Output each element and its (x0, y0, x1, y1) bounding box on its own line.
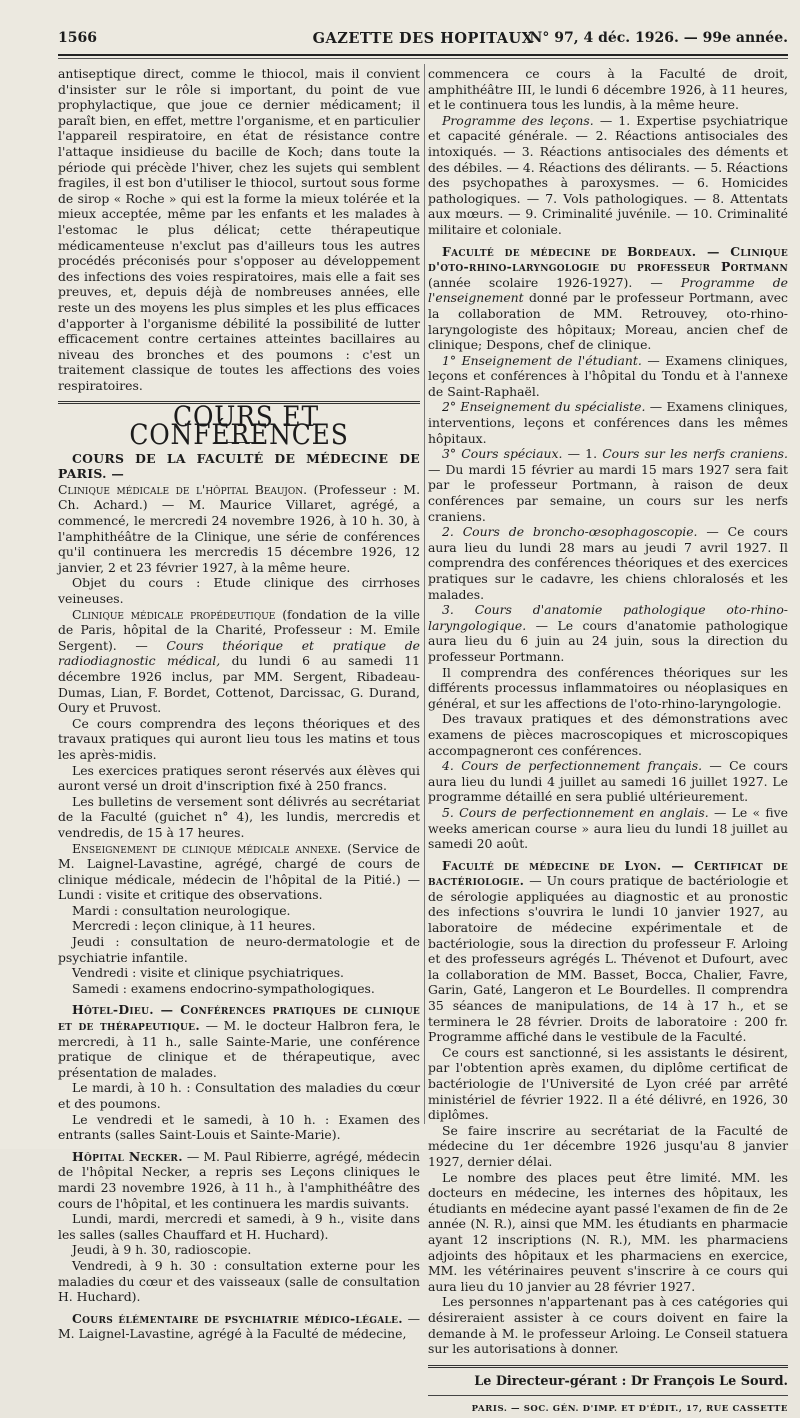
director-line: Le Directeur-gérant : Dr François Le Sourd. (474, 1373, 788, 1389)
necker-line: Lundi, mardi, mercredi et samedi, à 9 h., visite dans les salles (salles Chauffard et H. Huchard). (58, 1211, 420, 1242)
prop-paragraph-3: Les exercices pratiques seront réservés aux élèves qui auront versé un droit d'inscription fixé à 250 francs. (58, 762, 420, 794)
bordeaux-item-5: 3. Cours d'anatomie pathologique oto-rhino-laryngologique. — Le cours d'anatomie pathologique aura lieu du 6 juin au 24 juin, sous la direction du professeur Portmann. (428, 602, 788, 664)
bordeaux-item-1: 1° Enseignement de l'étudiant. — Examens cliniques, leçons et conférences à l'hôpital du Tondu et à l'annexe de Saint-Raphaël. (428, 352, 788, 399)
lyon-paragraph-4: Le nombre des places peut être limité. MM. les docteurs en médecine, les internes des hôpitaux, les étudiants en médecine ayant passé l'examen de fin de 2e année (N. R.), ainsi que MM. les étudiants en pharmacie ayant 12 inscriptions (N. R.), MM. les pharmaciens adjoints des hôpitaux et les pharmaciens en exercice, MM. les vétérinaires peuvent s'inscrire à ce cours qui aura lieu du 10 janvier au 28 février 1927. (428, 1169, 788, 1294)
bordeaux-item-4: 2. Cours de broncho-œsophagoscopie. — Ce cours aura lieu du lundi 28 mars au jeudi 7 avril 1927. Il comprendra des conférences théoriques et des exercices pratiques sur le cadavre, les chiens chloralosés et les malades. (428, 524, 788, 602)
bordeaux-paragraph: Faculté de médecine de Bordeaux. — Clinique d'oto-rhino-laryngologie du professeur Portmann (année scolaire 1926-1927). — Programme de l'enseignement donné par le professeur Portmann, avec la collaboration de MM. Retrouvey, oto-rhino-laryngologiste des hôpitaux; Moreau, ancien chef de clinique; Despons, chef de clinique. (428, 243, 788, 353)
issue-info: N° 97, 4 déc. 1926. — 99e année. (529, 30, 788, 46)
lyon-paragraph-5: Les personnes n'appartenant pas à ces catégories qui désireraient assister à ce cours doivent en faire la demande à M. le professeur Arloing. Le Conseil statuera sur les autorisations à donner. (428, 1294, 788, 1357)
hoteldieu-paragraph: Hôtel-Dieu. — Conférences pratiques de clinique et de thérapeutique. — M. le docteur Halbron fera, le mercredi, à 11 h., salle Sainte-Marie, une conférence pratique de clinique et de thérapeutique, avec présentation de malades. (58, 1002, 420, 1080)
annexe-paragraph: Enseignement de clinique médicale annexe. (Service de M. Laignel-Lavastine, agrégé, chargé de cours de clinique médicale, médecin de l'hôpital de la Pitié.) — Lundi : visite et critique des observations. (58, 840, 420, 903)
annexe-line: Jeudi : consultation de neuro-dermatologie et de psychiatrie infantile. (58, 934, 420, 965)
prop-paragraph-2: Ce cours comprendra des leçons théoriques et des travaux pratiques qui auront lieu tous les matins et tous les après-midis. (58, 715, 420, 762)
left-column (58, 66, 420, 1342)
page-header (58, 30, 788, 50)
annexe-line: Mardi : consultation neurologique. (72, 902, 291, 918)
bordeaux-item-5-p3: Des travaux pratiques et des démonstrations avec examens de pièces macroscopiques et microscopiques accompagneront ces conférences. (428, 711, 788, 758)
annexe-line: Samedi : examens endocrino-sympathologiques. (72, 980, 375, 996)
bordeaux-item-2: 2° Enseignement du spécialiste. — Examens cliniques, interventions, leçons et conférences dans les mêmes hôpitaux. (428, 399, 788, 446)
right-column (428, 66, 788, 1418)
page-number: 1566 (58, 30, 97, 46)
bordeaux-item-3: 3° Cours spéciaux. — 1. Cours sur les nerfs craniens. — Du mardi 15 février au mardi 15 mars 1927 sera fait par le professeur Portmann, à raison de deux conférences par semaine, un cours sur les nerfs craniens. (428, 446, 788, 524)
paris-heading: COURS DE LA FACULTÉ DE MÉDECINE DE PARIS. — (58, 450, 420, 482)
hoteldieu-line: Le vendredi et le samedi, à 10 h. : Examen des entrants (salles Saint-Louis et Sainte-Marie). (58, 1111, 420, 1143)
psychiatrie-paragraph: Cours élémentaire de psychiatrie médico-légale. — M. Laignel-Lavastine, agrégé à la Faculté de médecine, (58, 1310, 420, 1342)
footer-rule (428, 1365, 788, 1368)
header-rule-thin (58, 58, 788, 59)
necker-line: Vendredi, à 9 h. 30 : consultation externe pour les maladies du cœur et des vaisseaux (salle de consultation H. Huchard). (58, 1257, 420, 1305)
prop-paragraph-4: Les bulletins de versement sont délivrés au secrétariat de la Faculté (guichet n° 4), les lundis, mercredis et vendredis, de 15 à 17 heures. (58, 793, 420, 840)
necker-line: Jeudi, à 9 h. 30, radioscopie. (72, 1242, 252, 1258)
imprint-line: PARIS. — SOC. GÉN. D'IMP. ET D'ÉDIT., 17, RUE CASSETTE (471, 1404, 788, 1415)
propedeutique-paragraph: Clinique médicale propédeutique (fondation de la ville de Paris, hôpital de la Charité, Professeur : M. Emile Sergent). — Cours théorique et pratique de radiodiagnostic médical, du lundi 6 au samedi 11 décembre 1926 inclus, par MM. Sergent, Ribadeau-Dumas, Lian, F. Bordet, Cottenot, Darcissac, G. Durand, Oury et Pruvost. (58, 606, 420, 716)
bordeaux-item-7: 5. Cours de perfectionnement en anglais. — Le « five weeks american course » aura lieu du lundi 18 juillet au samedi 20 août. (428, 804, 788, 852)
intro-paragraph: antiseptique direct, comme le thiocol, mais il convient d'insister sur le rôle si important, du point de vue prophylactique, que joue ce dernier médicament; il paraît bien, en effet, mettre l'organisme, et en particulier l'appareil respiratoire, en état de résistance contre l'attaque insidieuse du bacille de Koch; dans toute la période qui précède l'hiver, chez les sujets qui semblent fragiles, il est bon d'utiliser le thiocol, surtout sous forme de sirop « Roche » qui est la forme la mieux tolérée et la mieux acceptée, même par les enfants et les malades à l'estomac le plus délicat; cette thérapeutique médicamenteuse n'exclut pas d'ailleurs tous les autres procédés préconisés pour s'opposer au développement des infections des voies respiratoires, mais elle a fait ses preuves, et, depuis déjà de nombreuses années, elle reste un des moyens les plus simples et les plus efficaces d'apporter à l'organisme débilité la possibilité de lutter efficacement contre certaines atteintes bacillaires au niveau des bronches et des poumons : c'est un traitement classique de toutes les affections des voies respiratoires. (58, 66, 420, 393)
header-rule (58, 54, 788, 56)
necker-paragraph: Hôpital Necker. — M. Paul Ribierre, agrégé, médecin de l'hôpital Necker, a repris ses Leçons cliniques le mardi 23 novembre 1926, à 11 h., à l'amphithéâtre des cours de l'hôpital, et les continuera les mardis suivants. (58, 1148, 420, 1211)
section-title: COURS ET CONFÉRENCES (129, 400, 349, 451)
bordeaux-item-5-p2: Il comprendra des conférences théoriques sur les différents processus inflammatoires ou néoplasiques en général, et sur les affections de l'oto-rhino-laryngologie. (428, 664, 788, 711)
annexe-line: Mercredi : leçon clinique, à 11 heures. (72, 918, 316, 934)
lyon-paragraph-2: Ce cours est sanctionné, si les assistants le désirent, par l'obtention après examen, du diplôme certificat de bactériologie de l'Université de Lyon créé par arrêté ministériel de février 1922. Il a été délivré, en 1926, 30 diplômes. (428, 1044, 788, 1123)
column-divider (424, 64, 425, 1124)
journal-title: GAZETTE DES HOPITAUX (312, 30, 534, 47)
lyon-paragraph: Faculté de médecine de Lyon. — Certificat de bactériologie. — Un cours pratique de bactériologie et de sérologie appliquées au diagnostic et au pronostic des infections s'ouvrira le lundi 10 janvier 1927, au laboratoire de médecine expérimentale et de bactériologie, sous la direction du professeur F. Arloing et des professeurs agrégés L. Thévenot et Dufourt, avec la collaboration de MM. Basset, Bocca, Chalier, Favre, Garin, Gaté, Langeron et Le Bourdelles. Il comprendra 35 séances de manipulations, de 14 à 17 h., et se terminera le 28 février. Droits de laboratoire : 200 fr. Programme affiché dans le vestibule de la Faculté. (428, 857, 788, 1045)
imprint-rule (428, 1395, 788, 1396)
hoteldieu-line: Le mardi, à 10 h. : Consultation des maladies du cœur et des poumons. (58, 1080, 420, 1111)
beaujon-paragraph: Clinique médicale de l'hôpital Beaujon. (Professeur : M. Ch. Achard.) — M. Maurice Villaret, agrégé, a commencé, le mercredi 24 novembre 1926, à 10 h. 30, à l'amphithéâtre de la Clinique, une série de conférences qu'il continuera les mercredis 15 décembre 1926, 12 janvier, 2 et 23 février 1927, à la même heure. (58, 481, 421, 575)
psychiatrie-continued: commencera ce cours à la Faculté de droit, amphithéâtre III, le lundi 6 décembre 1926, à 11 heures, et le continuera tous les lundis, à la même heure. (428, 66, 788, 113)
beaujon-object: Objet du cours : Etude clinique des cirrhoses veineuses. (58, 575, 420, 606)
lyon-paragraph-3: Se faire inscrire au secrétariat de la Faculté de médecine du 1er décembre 1926 jusqu'au 8 janvier 1927, dernier délai. (428, 1122, 788, 1169)
programme-paragraph: Programme des leçons. — 1. Expertise psychiatrique et capacité générale. — 2. Réactions antisociales des intoxiqués. — 3. Réactions antisociales des déments et des débiles. — 4. Réactions des délirants. — 5. Réactions des psychopathes à paroxysmes. — 6. Homicides pathologiques. — 7. Vols pathologiques. — 8. Attentats aux mœurs. — 9. Criminalité juvénile. — 10. Criminalité militaire et coloniale. (428, 112, 788, 237)
annexe-line: Vendredi : visite et clinique psychiatriques. (72, 965, 345, 981)
bordeaux-item-6: 4. Cours de perfectionnement français. — Ce cours aura lieu du lundi 4 juillet au samedi 16 juillet 1927. Le programme détaillé en sera publié ultérieurement. (428, 758, 788, 805)
